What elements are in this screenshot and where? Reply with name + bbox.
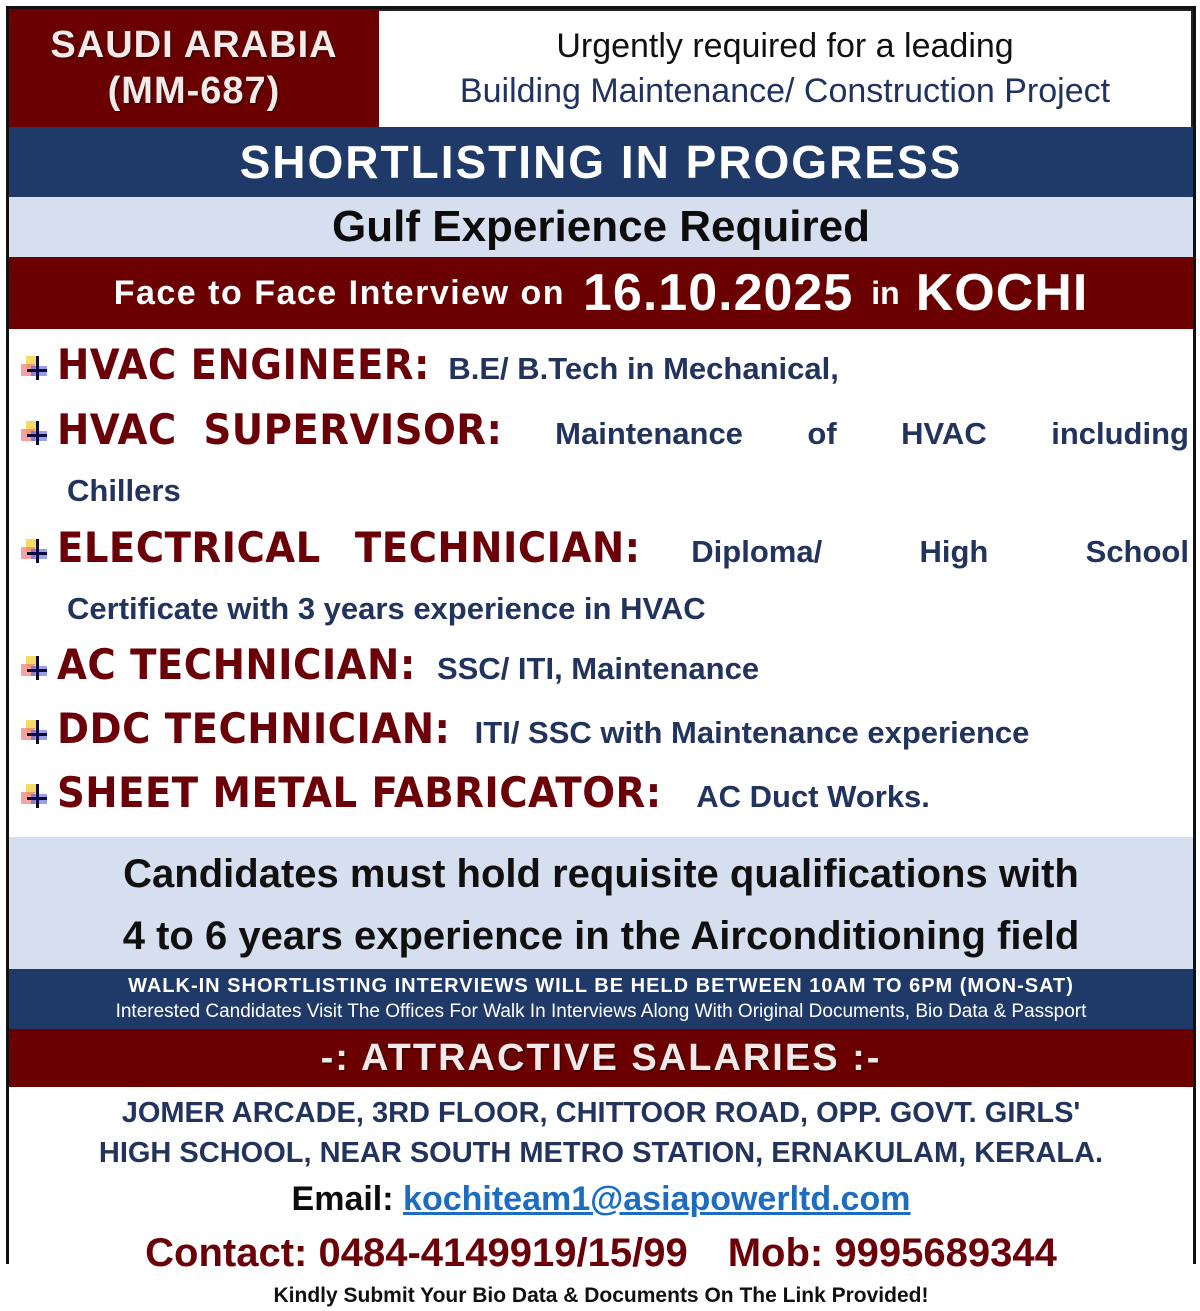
bullet-icon [17, 352, 57, 382]
email-link[interactable]: kochiteam1@asiapowerltd.com [403, 1180, 911, 1218]
desc-word: of [807, 416, 837, 451]
interview-city: KOCHI [915, 264, 1089, 322]
job-item [17, 763, 1187, 827]
job-title: HVAC SUPERVISOR: [57, 405, 503, 454]
job-item [17, 335, 1187, 399]
bullet-icon [17, 780, 57, 810]
job-desc [691, 521, 1189, 583]
job-title: ELECTRICAL TECHNICIAN: [57, 523, 641, 572]
walkin-banner [9, 969, 1193, 1029]
contact-mobile: Mob: 9995689344 [727, 1231, 1057, 1275]
job-list [9, 329, 1193, 827]
job-desc-continued: Certificate with 3 years experience in HVAC [67, 591, 706, 626]
walkin-line1: WALK-IN SHORTLISTING INTERVIEWS WILL BE HELD BETWEEN 10AM TO 6PM (MON-SAT) [128, 975, 1074, 997]
email-row [9, 1173, 1193, 1225]
experience-banner: Gulf Experience Required [9, 197, 1193, 257]
desc-word: High [919, 534, 989, 569]
job-desc: ITI/ SSC with Maintenance experience [474, 715, 1030, 750]
footer-note: Kindly Submit Your Bio Data & Documents On The Link Provided! [273, 1284, 929, 1307]
tagline-block [379, 9, 1193, 127]
job-item [17, 517, 1189, 583]
contact-row [9, 1225, 1193, 1281]
desc-word: including [1051, 416, 1189, 451]
job-title: AC TECHNICIAN: [57, 640, 416, 689]
bullet-icon [17, 417, 57, 447]
address-line2: HIGH SCHOOL, NEAR SOUTH METRO STATION, ERNAKULAM, KERALA. [98, 1137, 1104, 1169]
desc-word: HVAC [901, 416, 987, 451]
job-desc [555, 403, 1189, 465]
tagline-line1: Urgently required for a leading [556, 27, 1014, 65]
job-item [17, 635, 1187, 699]
bullet-icon [17, 652, 57, 682]
country-name: SAUDI ARABIA [50, 24, 338, 66]
job-title: HVAC ENGINEER: [57, 340, 430, 389]
job-item [17, 699, 1187, 763]
bullet-icon [17, 535, 57, 565]
desc-word: Maintenance [555, 416, 743, 451]
job-title: SHEET METAL FABRICATOR: [57, 768, 662, 817]
job-desc: B.E/ B.Tech in Mechanical, [448, 351, 839, 386]
bullet-icon [17, 716, 57, 746]
job-title: DDC TECHNICIAN: [57, 704, 451, 753]
header [9, 9, 1193, 127]
job-desc: AC Duct Works. [696, 779, 930, 814]
job-desc-continued: Chillers [67, 473, 181, 508]
office-address [9, 1087, 1193, 1173]
desc-word: Diploma/ [691, 534, 823, 569]
requirements-line1: Candidates must hold requisite qualifications with [123, 852, 1079, 896]
salary-banner: -: ATTRACTIVE SALARIES :- [9, 1029, 1193, 1087]
job-code: (MM-687) [107, 70, 281, 112]
requirements-line2: 4 to 6 years experience in the Airconditioning field [122, 914, 1080, 958]
desc-word: School [1085, 534, 1189, 569]
country-block [9, 9, 379, 127]
requirements-block [9, 837, 1193, 969]
interview-banner [9, 257, 1193, 329]
status-banner: SHORTLISTING IN PROGRESS [9, 127, 1193, 197]
interview-date: 16.10.2025 [583, 264, 854, 322]
interview-in: in [871, 274, 900, 311]
address-line1: JOMER ARCADE, 3RD FLOOR, CHITTOOR ROAD, OPP. GOVT. GIRLS' [121, 1097, 1081, 1129]
interview-prefix: Face to Face Interview on [113, 273, 566, 312]
walkin-line2: Interested Candidates Visit The Offices For Walk In Interviews Along With Original Documents, Bio Data & Passport [115, 1001, 1087, 1022]
contact-phone: Contact: 0484-4149919/15/99 [145, 1231, 688, 1275]
job-desc: SSC/ ITI, Maintenance [436, 651, 760, 686]
email-label: Email: [291, 1180, 394, 1218]
job-advertisement [6, 6, 1196, 1307]
tagline-line2: Building Maintenance/ Construction Project [459, 72, 1111, 110]
job-item [17, 399, 1189, 465]
